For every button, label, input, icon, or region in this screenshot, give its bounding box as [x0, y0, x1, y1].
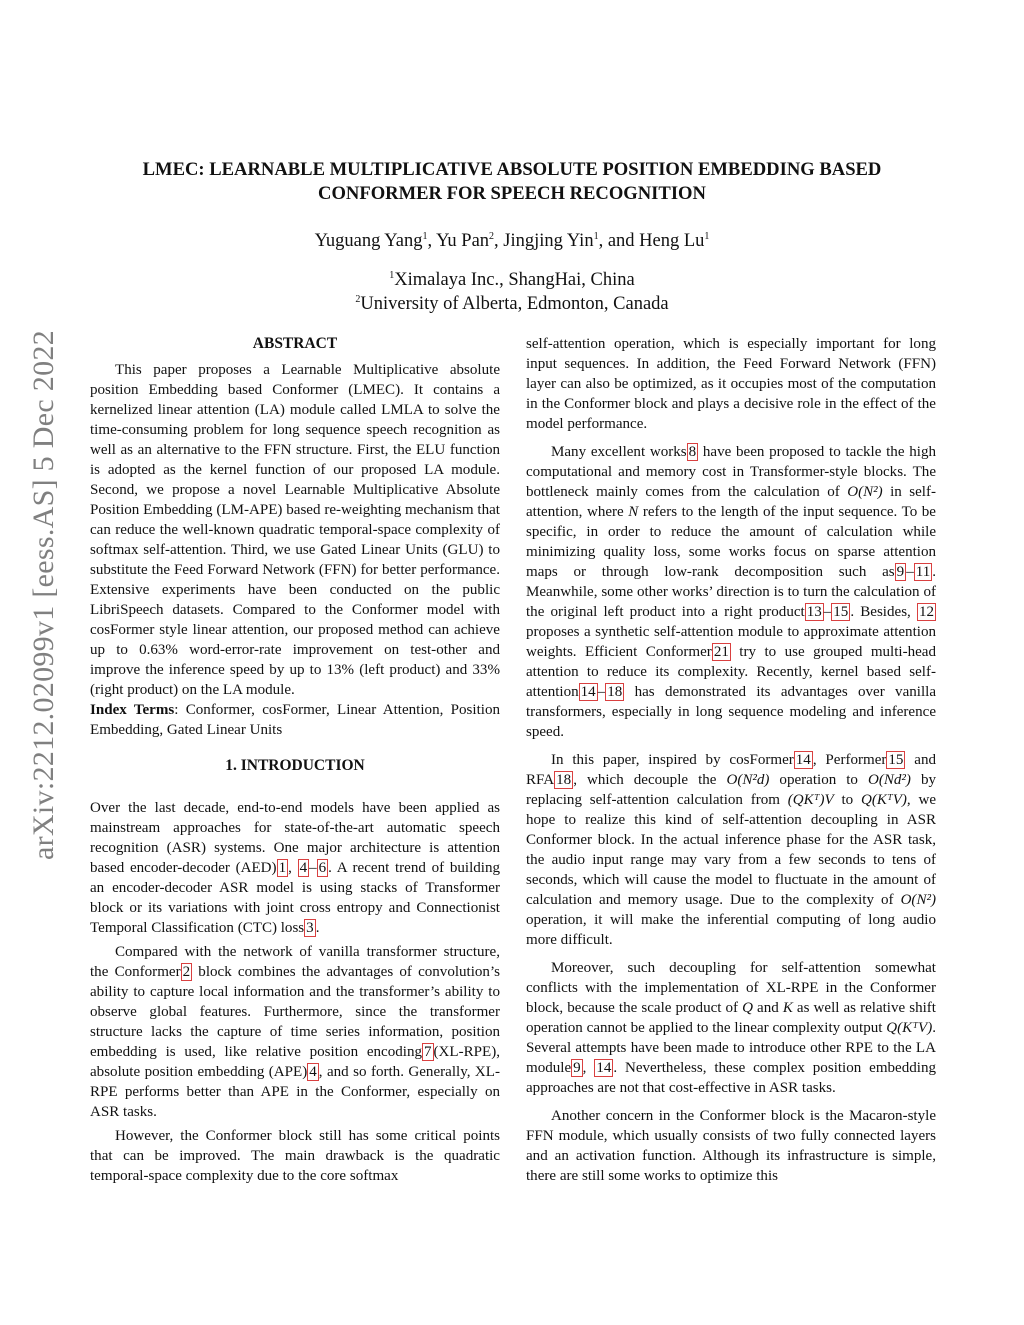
citation-link[interactable]: 4 — [299, 860, 308, 876]
affiliation-2: $^2$University of Alberta, Edmonton, Canada — [355, 293, 669, 314]
author-name: Heng Lu — [639, 231, 705, 251]
citation-link[interactable]: 21 — [713, 644, 729, 660]
intro-paragraph-2: Compared with the network of vanilla transformer structure, the Conformer 2 block combines the advantages of convolution’s ability to capture local information and the transformer’s ability to observe global features. Furthermore, since the transformer structure lacks the capture of time series information, position embedding is used, like relative position encoding 7 (XL-RPE), absolute position embedding (APE) 4 , and so forth. Generally, XL-RPE performs better than APE in the Conformer, especially on ASR tasks. — [90, 944, 500, 1120]
citation-link[interactable]: 2 — [182, 964, 191, 980]
intro-paragraph-3: However, the Conformer block still has some critical points that can be improved. The main drawback is the quadratic temporal-space complexity due to the core softmax — [90, 1128, 500, 1184]
right-paragraph-3: In this paper, inspired by cosFormer 14 , Performer 15 and RFA 18 , which decouple the O(N²d) operation to O(Nd²) by replacing self-attention calculation from (QKᵀ)V to Q(KᵀV), we hope to realize this kind of self-attention decoupling in ASR Conformer block. In the actual inference phase for the ASR task, the audio input range may vary from a few seconds to tens of seconds, which will cause the model to fluctuate in the amount of calculation and memory usage. Due to the complexity of O(N²) operation, it will make the inferential computing of long audio more difficult. — [526, 752, 936, 948]
arxiv-sidebar-stamp — [16, 190, 72, 1000]
abstract-text: This paper proposes a Learnable Multiplicative absolute position Embedding based Conformer (LMEC). It contains a kernelized linear attention (LA) module called LMLA to solve the time-consuming problem for long sequence speech recognition as well as an alternative to the FFN structure. First, the ELU function is adopted as the kernel function of our proposed LA module. Second, we propose a novel Learnable Multiplicative Absolute Position Embedding (LM-APE) based re-weighting mechanism that can reduce the well-known quadratic temporal-space complexity of softmax self-attention. Third, we use Gated Linear Units (GLU) to substitute the Feed Forward Network (FFN) for better performance. Extensive experiments have been conducted on the public LibriSpeech datasets. Compared to the Conformer model with cosFormer style linear attention, our proposed method can achieve up to 0.63% word-error-rate improvement on test-other and improve the inference speed by up to 13% (left product) and 33% (right product) on the LA module. — [90, 362, 500, 698]
citation-link[interactable]: 8 — [688, 444, 697, 460]
affiliation-mark: 1 — [704, 230, 710, 242]
index-terms-label: Index Terms — [90, 702, 175, 718]
affiliation-mark: 1 — [422, 230, 428, 242]
author-name: Yuguang Yang — [314, 231, 423, 251]
citation-link[interactable]: 9 — [573, 1060, 581, 1076]
citation-link[interactable]: 4 — [309, 1064, 317, 1080]
author-list: Yuguang Yang$^1$, Yu Pan$^2$, Jingjing Yin$^1$, and Heng Lu$^1$ — [314, 230, 710, 251]
right-column — [526, 334, 936, 1186]
affiliation-1: $^1$Ximalaya Inc., ShangHai, China — [389, 269, 635, 290]
index-terms — [90, 700, 500, 740]
affiliation-mark: 1 — [593, 230, 599, 242]
arxiv-identifier: arXiv:2212.02099v1 [eess.AS] 5 Dec 2022 — [27, 330, 60, 860]
citation-link[interactable]: 9 — [896, 564, 905, 580]
citation-link[interactable]: 6 — [318, 860, 327, 876]
author-name: Jingjing Yin — [503, 231, 594, 251]
index-terms-text: : Conformer, cosFormer, Linear Attention, Position Embedding, Gated Linear Units — [90, 702, 500, 738]
right-paragraph-5: Another concern in the Conformer block is the Macaron-style FFN module, which usually consists of two fully connected layers and an activation function. Although its infrastructure is simple, there are still some works to optimize this — [526, 1108, 936, 1184]
intro-paragraph-1: Over the last decade, end-to-end models have been applied as mainstream approaches for state-of-the-art automatic speech recognition (ASR) systems. One major architecture is attention based encoder-decoder (AED) 1 , 4 – 6 . A recent trend of building an encoder-decoder ASR model is using stacks of Transformer block or its variations with joint cross entropy and Connectionist Temporal Classification (CTC) loss 3 . — [90, 800, 500, 936]
introduction-heading: 1. INTRODUCTION — [225, 757, 365, 774]
citation-link[interactable]: 13 — [806, 604, 822, 620]
author-name: Yu Pan — [436, 231, 490, 251]
citation-link[interactable]: 1 — [278, 860, 287, 876]
citation-link[interactable]: 18 — [556, 772, 572, 788]
abstract-heading: ABSTRACT — [252, 335, 338, 352]
paper-title — [90, 158, 934, 206]
right-paragraph-1: self-attention operation, which is especially important for long input sequences. In addition, the Feed Forward Network (FFN) layer can also be optimized, as it occupies most of the computation in the Conformer block and plays a decisive role in the effect of the model performance. — [526, 336, 936, 432]
left-column — [90, 334, 500, 1186]
citation-link[interactable]: 14 — [580, 684, 596, 700]
affiliation-mark: 2 — [489, 230, 495, 242]
citation-link[interactable]: 18 — [607, 684, 623, 700]
citation-link[interactable]: 7 — [424, 1044, 432, 1060]
title-line-1: LMEC: LEARNABLE MULTIPLICATIVE ABSOLUTE POSITION EMBEDDING BASED — [142, 159, 882, 180]
citation-link[interactable]: 15 — [888, 752, 904, 768]
citation-link[interactable]: 15 — [833, 604, 849, 620]
citation-link[interactable]: 14 — [596, 1060, 612, 1076]
citation-link[interactable]: 11 — [915, 564, 931, 580]
citation-link[interactable]: 12 — [918, 604, 935, 620]
right-paragraph-4: Moreover, such decoupling for self-attention somewhat conflicts with the implementation of XL-RPE in the Conformer block, because the scale product of Q and K as well as relative shift operation cannot be applied to the linear complexity output Q(KᵀV). Several attempts have been made to introduce other RPE to the LA module 9 , 14 . Nevertheless, these complex position embedding approaches are not that cost-effective in ASR tasks. — [526, 960, 937, 1096]
citation-link[interactable]: 14 — [795, 752, 811, 768]
right-paragraph-2: Many excellent works 8 have been proposed to tackle the high computational and memory cost in Transformer-style blocks. The bottleneck mainly comes from the calculation of O(N²) in self-attention, where N refers to the length of the input sequence. To be specific, in order to reduce the amount of calculation while minimizing quality loss, some works focus on sparse attention maps or through low-rank decomposition such as 9 – 11 . Meanwhile, some other works’ direction is to turn the calculation of the original left product into a right product 13 – 15 . Besides, 12 proposes a synthetic self-attention module to approximate attention weights. Efficient Conformer 21 try to use grouped multi-head attention to reduce its complexity. Recently, kernel based self-attention 14 – 18 has demonstrated its advantages over vanilla transformers, especially in long sequence modeling and inference speed. — [526, 444, 936, 740]
citation-link[interactable]: 3 — [306, 920, 314, 936]
title-line-2: CONFORMER FOR SPEECH RECOGNITION — [318, 183, 706, 204]
